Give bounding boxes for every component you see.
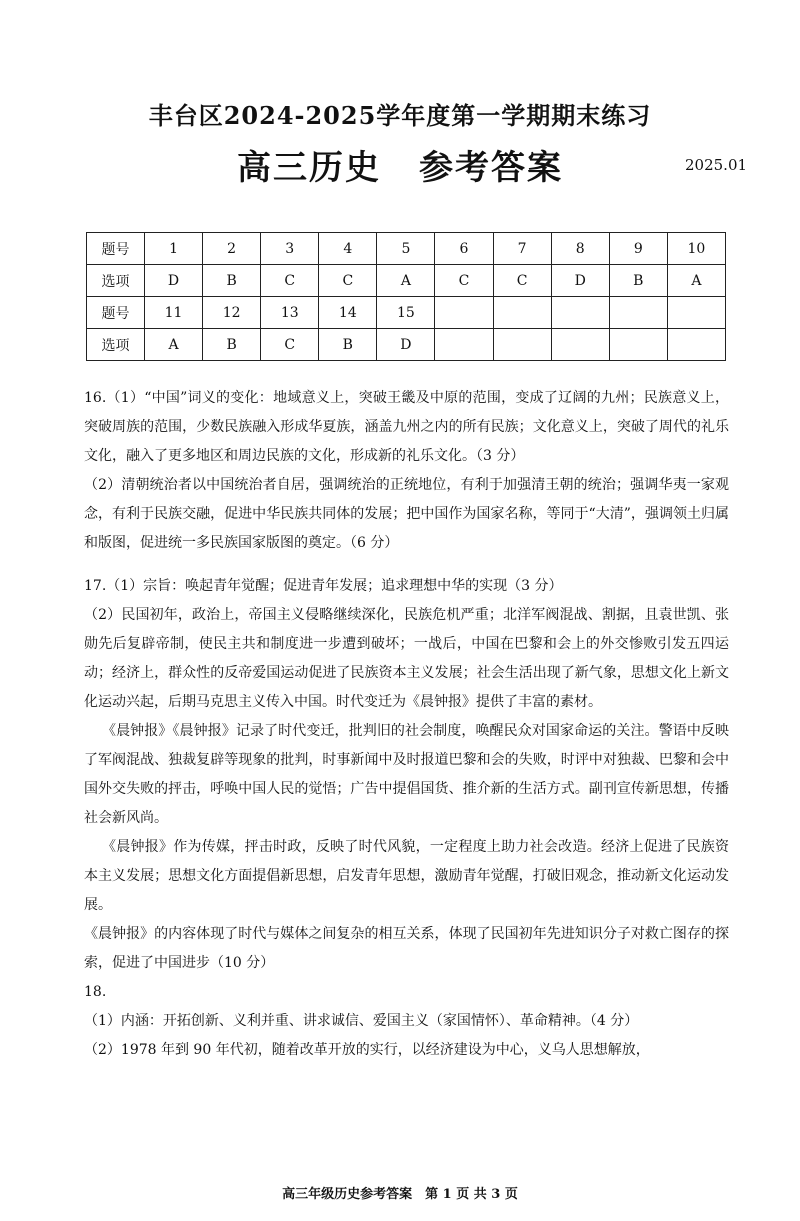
answer-cell — [493, 329, 551, 361]
answer-table-row — [87, 233, 726, 265]
answer-cell: C — [319, 265, 377, 297]
answer-cell: 4 — [319, 233, 377, 265]
q16-part1: 16.（1）“中国”词义的变化：地域意义上，突破王畿及中原的范围，变成了辽阔的九州；民族意义上，突破周族的范围，少数民族融入形成华夏族，涵盖九州之内的所有民族；文化意义上，突破了周代的礼乐文化，融入了更多地区和周边民族的文化，形成新的礼乐文化。（3 分） — [84, 390, 729, 464]
answer-cell — [493, 297, 551, 329]
answer-cell: B — [609, 265, 667, 297]
answer-cell: 10 — [667, 233, 725, 265]
document-title — [0, 140, 800, 189]
answer-table-row — [87, 265, 726, 297]
answer-cell: C — [493, 265, 551, 297]
q18-part1: （1）内涵：开拓创新、义利并重、讲求诚信、爱国主义（家国情怀）、革命精神。（4 分） — [84, 1013, 639, 1029]
answer-cell: 6 — [435, 233, 493, 265]
answer-cell — [435, 297, 493, 329]
answer-cell — [667, 297, 725, 329]
answer-cell: B — [203, 265, 261, 297]
answer-cell: D — [551, 265, 609, 297]
answer-cell: A — [145, 329, 203, 361]
answer-cell: 8 — [551, 233, 609, 265]
row-label: 选项 — [87, 265, 145, 297]
answer-cell: B — [203, 329, 261, 361]
q17-paragraph-4: 《晨钟报》作为传媒，抨击时政，反映了时代风貌，一定程度上助力社会改造。经济上促进了民族资本主义发展；思想文化方面提倡新思想，启发青年思想，激励青年觉醒，打破旧观念，推动新文化运动发展。 — [84, 839, 729, 913]
answer-cell — [551, 297, 609, 329]
answer-cell — [551, 329, 609, 361]
answer-cell — [609, 297, 667, 329]
q18-part2: （2）1978 年到 90 年代初，随着改革开放的实行，以经济建设为中心，义乌人思想解放， — [84, 1042, 650, 1058]
answer-cell: 7 — [493, 233, 551, 265]
answer-cell: 13 — [261, 297, 319, 329]
answer-cell: 9 — [609, 233, 667, 265]
exam-title: 丰台区2024-2025学年度第一学期期末练习 — [148, 101, 652, 130]
answer-cell: 14 — [319, 297, 377, 329]
answer-cell: B — [319, 329, 377, 361]
q17-part1: 17.（1）宗旨：唤起青年觉醒；促进青年发展；追求理想中华的实现（3 分） — [84, 578, 563, 594]
answer-cell: D — [377, 329, 435, 361]
q17-part2: （2）民国初年，政治上，帝国主义侵略继续深化，民族危机严重；北洋军阀混战、割据，且袁世凯、张勋先后复辟帝制，使民主共和制度进一步遭到破坏；一战后，中国在巴黎和会上的外交惨败引发五四运动；经济上，群众性的反帝爱国运动促进了民族资本主义发展；社会生活出现了新气象，思想文化上新文化运动兴起，后期马克思主义传入中国。时代变迁为《晨钟报》提供了丰富的素材。 — [84, 607, 729, 710]
row-label: 选项 — [87, 329, 145, 361]
document-title-type: 参考答案 — [419, 148, 563, 188]
answer-cell: 5 — [377, 233, 435, 265]
document-title-subject: 高三历史 — [237, 148, 381, 188]
answer-cell: A — [377, 265, 435, 297]
answer-cell: 12 — [203, 297, 261, 329]
answer-cell: A — [667, 265, 725, 297]
q16-part2: （2）清朝统治者以中国统治者自居，强调统治的正统地位，有利于加强清王朝的统治；强调华夷一家观念，有利于民族交融，促进中华民族共同体的发展；把中国作为国家名称，等同于“大清”，强调领土归属和版图，促进统一多民族国家版图的奠定。（6 分） — [84, 477, 729, 551]
answer-table — [86, 232, 726, 361]
answer-cell: 1 — [145, 233, 203, 265]
page-footer: 高三年级历史参考答案 第 1 页 共 3 页 — [282, 1187, 518, 1202]
answer-table-row — [87, 297, 726, 329]
row-label: 题号 — [87, 233, 145, 265]
answer-cell — [667, 329, 725, 361]
answer-cell: C — [261, 329, 319, 361]
row-label: 题号 — [87, 297, 145, 329]
answer-cell: 3 — [261, 233, 319, 265]
answer-cell: 15 — [377, 297, 435, 329]
q17-paragraph-5: 《晨钟报》的内容体现了时代与媒体之间复杂的相互关系，体现了民国初年先进知识分子对救亡图存的探索，促进了中国进步（10 分） — [84, 926, 729, 971]
exam-date: 2025.01 — [685, 156, 748, 174]
answer-table-row — [87, 329, 726, 361]
answer-cell: C — [435, 265, 493, 297]
answer-cell: 2 — [203, 233, 261, 265]
answer-cell — [609, 329, 667, 361]
q17-paragraph-3: 《晨钟报》《晨钟报》记录了时代变迁，批判旧的社会制度，唤醒民众对国家命运的关注。警语中反映了军阀混战、独裁复辟等现象的批判，时事新闻中及时报道巴黎和会的失败，时评中对独裁、巴黎和会中国外交失败的抨击，呼唤中国人民的觉悟；广告中提倡国货、推介新的生活方式。副刊宣传新思想，传播社会新风尚。 — [84, 723, 729, 826]
answer-cell: D — [145, 265, 203, 297]
answer-body — [84, 384, 729, 1065]
answer-cell: 11 — [145, 297, 203, 329]
answer-cell — [435, 329, 493, 361]
q18-number: 18. — [84, 984, 107, 1000]
answer-cell: C — [261, 265, 319, 297]
